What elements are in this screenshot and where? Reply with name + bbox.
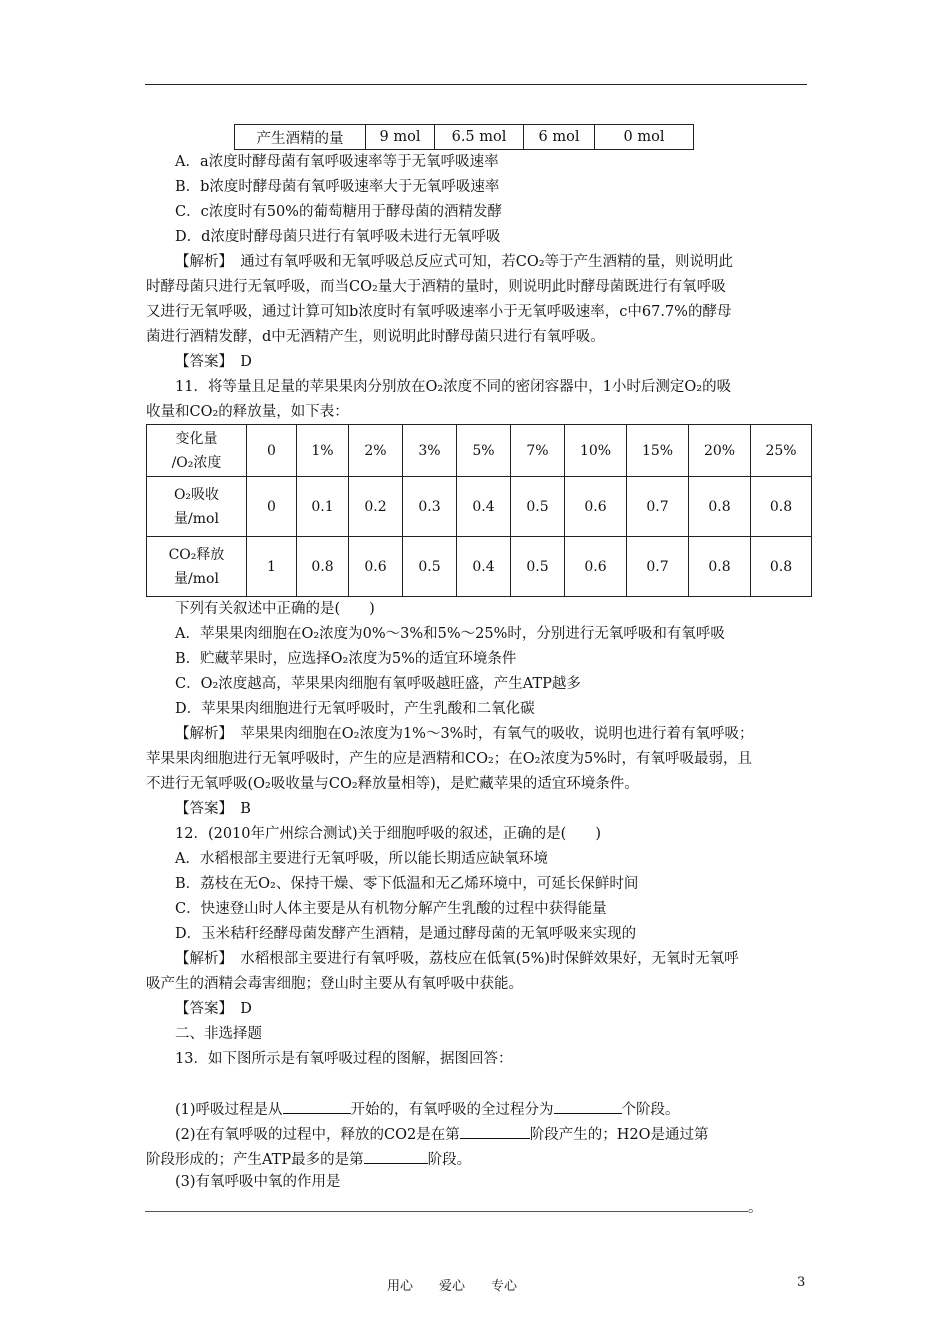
option-a: A．a浓度时酵母菌有氧呼吸速率等于无氧呼吸速率: [175, 154, 499, 170]
page-number: 3: [797, 1275, 806, 1290]
answer: 【答案】 D: [175, 354, 252, 370]
table-cell: 2%: [349, 425, 403, 477]
analysis-line: 苹果果肉细胞进行无氧呼吸时，产生的应是酒精和CO₂；在O₂浓度为5%时，有氧呼吸最弱，且: [146, 751, 752, 767]
cell-line: O₂吸收: [173, 486, 220, 503]
table-cell: 0.8: [689, 537, 751, 597]
table-cell: 15%: [627, 425, 689, 477]
sub-question-2: [175, 1122, 709, 1145]
table-row: [147, 425, 812, 477]
analysis-line: 又进行无氧呼吸，通过计算可知b浓度时有氧呼吸速率小于无氧呼吸速率，c中67.7%的酵母: [146, 304, 732, 320]
analysis-line: 不进行无氧呼吸(O₂吸收量与CO₂释放量相等)，是贮藏苹果的适宜环境条件。: [146, 776, 639, 792]
table-cell: 0.5: [511, 477, 565, 537]
table-row: [147, 537, 812, 597]
table-cell: 0.4: [457, 537, 511, 597]
text-part: (1)呼吸过程是从: [175, 1102, 283, 1118]
cell-line: /O₂浓度: [171, 454, 222, 471]
table-cell: 0: [247, 425, 297, 477]
table-cell: 0: [247, 477, 297, 537]
section-title: 二、非选择题: [175, 1026, 262, 1042]
table-cell: 9 mol: [366, 125, 435, 150]
row-label-cell: [147, 537, 247, 597]
table-row: [235, 125, 694, 150]
answer: 【答案】 B: [175, 801, 251, 817]
analysis-line: 吸产生的酒精会毒害细胞；登山时主要从有氧呼吸中获能。: [146, 976, 523, 992]
text-part: 开始的，有氧呼吸的全过程分为: [350, 1102, 554, 1118]
analysis-line: 菌进行酒精发酵，d中无酒精产生，则说明此时酵母菌只进行有氧呼吸。: [146, 329, 605, 345]
table-cell: 0.7: [627, 477, 689, 537]
question-stem: 11．将等量且足量的苹果果肉分别放在O₂浓度不同的密闭容器中，1小时后测定O₂的吸: [175, 379, 732, 395]
option-c: C．O₂浓度越高，苹果果肉细胞有氧呼吸越旺盛，产生ATP越多: [175, 676, 581, 692]
row-label-cell: [147, 477, 247, 537]
question-stem: 13．如下图所示是有氧呼吸过程的图解，据图回答：: [175, 1051, 513, 1067]
text-part: 阶段形成的；产生ATP最多的是第: [146, 1152, 364, 1168]
answer-blank[interactable]: [460, 1122, 530, 1139]
text-part: 个阶段。: [621, 1102, 680, 1118]
table-cell: 1%: [297, 425, 349, 477]
table-cell: 0.8: [751, 537, 812, 597]
table-cell: 25%: [751, 425, 812, 477]
text-part: (2)在有氧呼吸的过程中，释放的CO2是在第: [175, 1127, 460, 1143]
table-cell: 产生酒精的量: [235, 125, 366, 150]
table-cell: 6.5 mol: [435, 125, 524, 150]
text-part: 阶段产生的；H2O是通过第: [529, 1127, 709, 1143]
option-a: A．水稻根部主要进行无氧呼吸，所以能长期适应缺氧环境: [175, 851, 548, 867]
table-cell: 0.2: [349, 477, 403, 537]
sub-question-2-cont: [146, 1147, 471, 1170]
table-cell: 1: [247, 537, 297, 597]
table-cell: 0.5: [403, 537, 457, 597]
answer-blank[interactable]: [364, 1147, 428, 1164]
answer-blank[interactable]: [283, 1097, 351, 1114]
table-cell: 20%: [689, 425, 751, 477]
option-c: C．c浓度时有50%的葡萄糖用于酵母菌的酒精发酵: [175, 204, 502, 220]
table-cell: 0.8: [689, 477, 751, 537]
option-d: D．玉米秸秆经酵母菌发酵产生酒精，是通过酵母菌的无氧呼吸来实现的: [175, 926, 637, 942]
cell-line: 变化量: [175, 430, 218, 447]
cell-line: CO₂释放: [168, 546, 225, 563]
question-text: 下列有关叙述中正确的是( ): [175, 601, 375, 617]
option-b: B．荔枝在无O₂、保持干燥、零下低温和无乙烯环境中，可延长保鲜时间: [175, 876, 639, 892]
sub-question-3: (3)有氧呼吸中氧的作用是: [175, 1174, 341, 1190]
table-cell: 0.8: [297, 537, 349, 597]
answer-blank[interactable]: [554, 1097, 622, 1114]
table-cell: 0.8: [751, 477, 812, 537]
alcohol-table: [234, 124, 694, 150]
text-part: 阶段。: [427, 1152, 472, 1168]
table-cell: 0.6: [565, 537, 627, 597]
table-cell: 0.6: [565, 477, 627, 537]
table-cell: 0.5: [511, 537, 565, 597]
table-cell: 5%: [457, 425, 511, 477]
table-cell: 0.6: [349, 537, 403, 597]
option-d: D．苹果果肉细胞进行无氧呼吸时，产生乳酸和二氧化碳: [175, 701, 535, 717]
header-rule: [145, 84, 807, 85]
analysis-line: 【解析】 水稻根部主要进行有氧呼吸，荔枝应在低氧(5%)时保鲜效果好，无氧时无氧呼: [175, 951, 739, 967]
table-cell: 7%: [511, 425, 565, 477]
analysis-line: 【解析】 苹果果肉细胞在O₂浓度为1%～3%时，有氧气的吸收，说明也进行着有氧呼吸；: [175, 726, 754, 742]
table-row: [147, 477, 812, 537]
table-cell: 10%: [565, 425, 627, 477]
header-label-cell: [147, 425, 247, 477]
table-cell: 0.1: [297, 477, 349, 537]
table-cell: 3%: [403, 425, 457, 477]
table-cell: 0.7: [627, 537, 689, 597]
option-a: A．苹果果肉细胞在O₂浓度为0%～3%和5%～25%时，分别进行无氧呼吸和有氧呼吸: [175, 626, 725, 642]
option-c: C．快速登山时人体主要是从有机物分解产生乳酸的过程中获得能量: [175, 901, 607, 917]
footer-slogan: 用心 爱心 专心: [387, 1279, 518, 1294]
cell-line: 量/mol: [174, 510, 219, 527]
question-stem: 12．(2010年广州综合测试)关于细胞呼吸的叙述，正确的是( ): [175, 826, 601, 842]
answer-line[interactable]: [145, 1211, 748, 1212]
table-cell: 0.3: [403, 477, 457, 537]
option-b: B．贮藏苹果时，应选择O₂浓度为5%的适宜环境条件: [175, 651, 517, 667]
cell-line: 量/mol: [174, 570, 219, 587]
table-cell: 0.4: [457, 477, 511, 537]
table-cell: 6 mol: [524, 125, 595, 150]
answer: 【答案】 D: [175, 1001, 252, 1017]
question-stem: 收量和CO₂的释放量，如下表：: [146, 404, 349, 420]
option-d: D．d浓度时酵母菌只进行有氧呼吸未进行无氧呼吸: [175, 229, 501, 245]
option-b: B．b浓度时酵母菌有氧呼吸速率大于无氧呼吸速率: [175, 179, 500, 195]
sub-question-1: [175, 1097, 680, 1120]
analysis-line: 时酵母菌只进行无氧呼吸，而当CO₂量大于酒精的量时，则说明此时酵母菌既进行有氧呼吸: [146, 279, 726, 295]
oxygen-table: [146, 424, 812, 597]
line-end-mark: 。: [748, 1200, 763, 1216]
analysis-line: 【解析】 通过有氧呼吸和无氧呼吸总反应式可知，若CO₂等于产生酒精的量，则说明此: [175, 254, 734, 270]
table-cell: 0 mol: [595, 125, 694, 150]
